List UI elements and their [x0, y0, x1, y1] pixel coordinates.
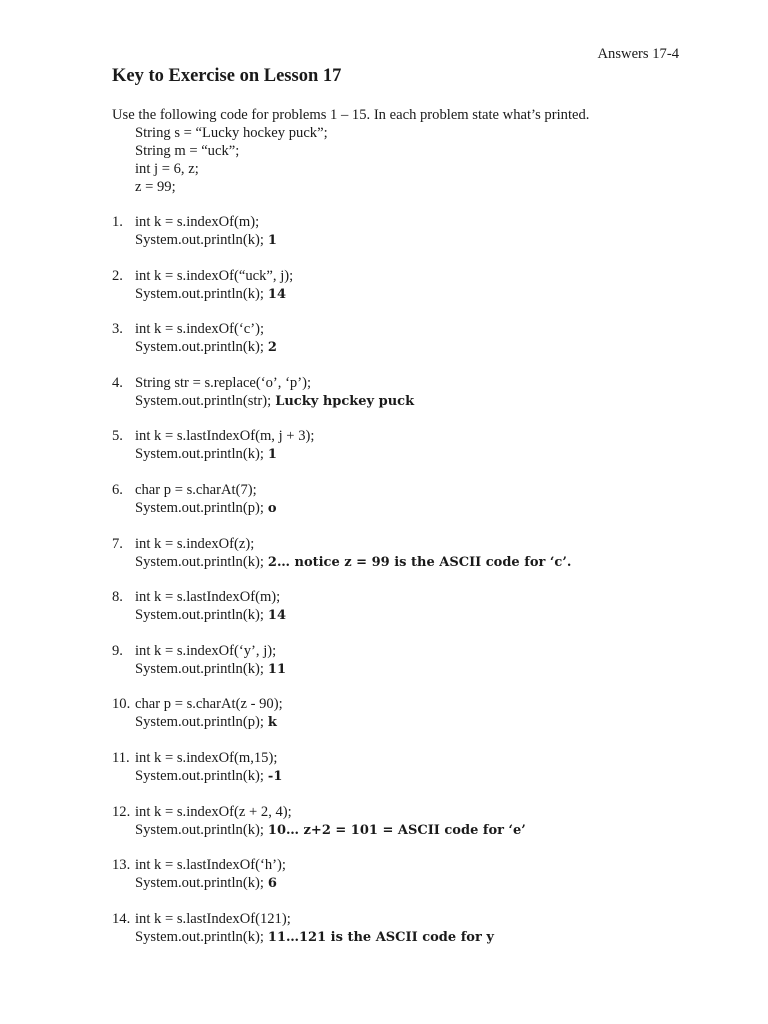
page-title: Key to Exercise on Lesson 17	[112, 66, 342, 86]
problem-answer: 11…121 is the ASCII code for y	[267, 929, 494, 945]
problem-item	[112, 910, 712, 964]
problem-code-line: int k = s.lastIndexOf(m, j + 3);	[135, 428, 315, 445]
problem-item	[112, 695, 712, 749]
problem-answer: 10… z+2 = 101 = ASCII code for ‘e’	[267, 822, 526, 838]
problem-number: 6.	[112, 481, 123, 498]
problem-answer: 6	[267, 876, 277, 892]
problem-item	[112, 481, 712, 535]
problem-print-line: System.out.println(k);	[135, 767, 264, 784]
problem-print-line: System.out.println(k);	[135, 607, 264, 624]
problem-print-line: System.out.println(k);	[135, 660, 264, 677]
problem-print-line: System.out.println(k);	[135, 446, 264, 463]
problem-print-line: System.out.println(str);	[135, 392, 272, 409]
problem-number: 9.	[112, 642, 123, 659]
problem-print-line: System.out.println(k);	[135, 928, 264, 945]
problem-item	[112, 213, 712, 267]
problem-item	[112, 320, 712, 374]
problem-number: 1.	[112, 214, 123, 230]
problem-number: 4.	[112, 374, 123, 391]
problem-number: 3.	[112, 321, 123, 338]
intro-text: Use the following code for problems 1 – 15. In each problem state what’s printed.	[112, 107, 590, 123]
code-line: String s = “Lucky hockey puck”;	[135, 125, 328, 141]
problem-answer: 1	[267, 233, 277, 248]
problem-print-line: System.out.println(p);	[135, 714, 264, 731]
problem-print-line: System.out.println(k);	[135, 339, 264, 356]
problem-item	[112, 535, 712, 589]
problem-code-line: int k = s.indexOf(“uck”, j);	[135, 267, 294, 284]
problem-item	[112, 856, 712, 910]
problem-answer: 1	[267, 447, 277, 463]
problem-answer: Lucky hpckey puck	[275, 393, 415, 409]
problem-print-line: System.out.println(k);	[135, 821, 264, 838]
problem-answer: k	[267, 715, 277, 731]
problem-code-line: int k = s.indexOf(m);	[135, 214, 260, 230]
problem-code-line: int k = s.indexOf(‘y’, j);	[135, 642, 277, 659]
code-line: String m = “uck”;	[135, 143, 240, 159]
problem-item	[112, 749, 712, 803]
problem-number: 8.	[112, 589, 123, 606]
problem-item	[112, 642, 712, 696]
problem-answer: 14	[267, 608, 287, 624]
problem-number: 10.	[112, 696, 131, 713]
problem-print-line: System.out.println(k);	[135, 232, 264, 248]
problem-code-line: int k = s.indexOf(m,15);	[135, 749, 278, 766]
problem-code-line: char p = s.charAt(z - 90);	[135, 696, 283, 713]
problem-print-line: System.out.println(k);	[135, 285, 264, 302]
problem-answer: 2… notice z = 99 is the ASCII code for ‘c’.	[267, 554, 572, 570]
problem-number: 12.	[112, 803, 131, 820]
problem-number: 2.	[112, 267, 123, 284]
problem-print-line: System.out.println(k);	[135, 875, 264, 892]
problem-item	[112, 588, 712, 642]
problem-number: 13.	[112, 857, 131, 874]
problem-code-line: int k = s.lastIndexOf(121);	[135, 910, 291, 927]
problem-code-line: int k = s.indexOf(z + 2, 4);	[135, 803, 292, 820]
problem-number: 14.	[112, 910, 131, 927]
problem-number: 5.	[112, 428, 123, 445]
problem-code-line: int k = s.lastIndexOf(‘h’);	[135, 857, 286, 874]
problem-item	[112, 374, 712, 428]
problem-answer: 11	[267, 661, 287, 677]
problem-item	[112, 267, 712, 321]
problem-code-line: int k = s.indexOf(z);	[135, 535, 255, 552]
problem-code-line: String str = s.replace(‘o’, ‘p’);	[135, 374, 312, 391]
problem-list	[112, 213, 712, 963]
problem-print-line: System.out.println(p);	[135, 499, 264, 516]
problem-code-line: int k = s.indexOf(‘c’);	[135, 321, 264, 338]
code-line: int j = 6, z;	[135, 161, 199, 177]
problem-item	[112, 427, 712, 481]
problem-print-line: System.out.println(k);	[135, 553, 264, 570]
page-header-label: Answers 17-4	[597, 46, 679, 62]
problem-answer: o	[267, 500, 277, 516]
problem-code-line: char p = s.charAt(7);	[135, 481, 257, 498]
problem-answer: -1	[267, 768, 283, 784]
problem-answer: 2	[267, 340, 277, 356]
problem-number: 11.	[112, 749, 130, 766]
code-line: z = 99;	[135, 179, 176, 195]
problem-item	[112, 803, 712, 857]
problem-code-line: int k = s.lastIndexOf(m);	[135, 589, 281, 606]
intro-section	[112, 106, 589, 196]
problem-answer: 14	[267, 286, 287, 302]
problem-number: 7.	[112, 535, 123, 552]
